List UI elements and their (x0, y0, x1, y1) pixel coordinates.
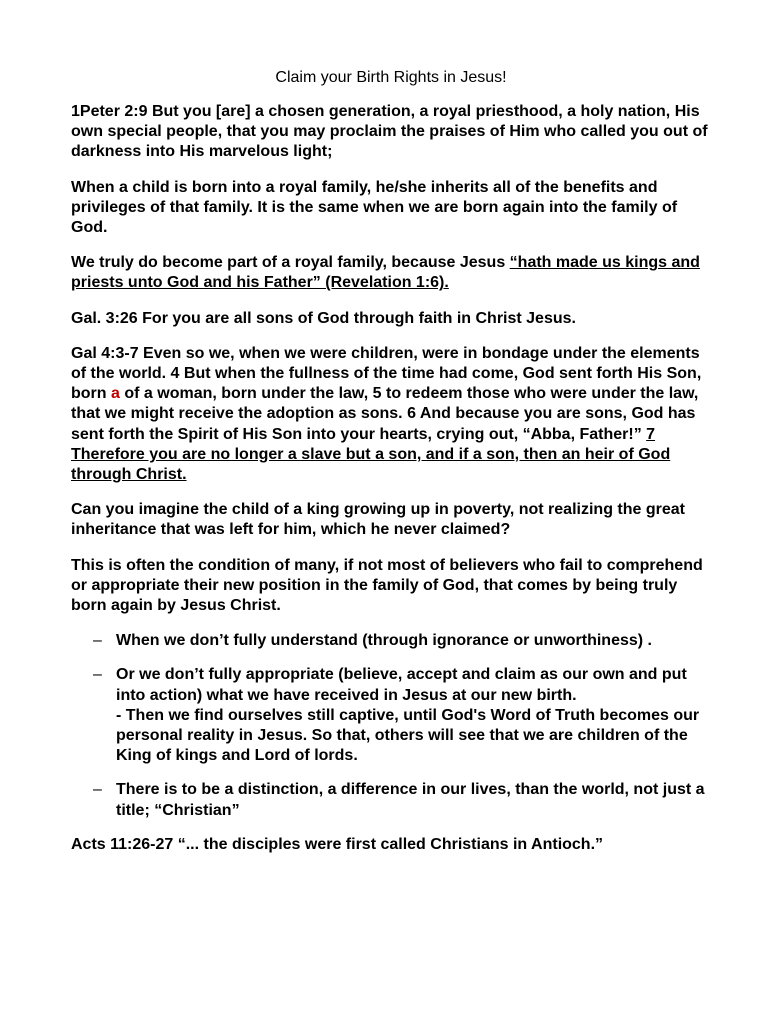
document-page (71, 68, 711, 870)
dash-bullet-icon: – (93, 781, 102, 799)
bullet-text-distinction: There is to be a distinction, a difference in our lives, than the world, not just a title; “Christian” (116, 781, 705, 819)
galatians-4-text-start: Gal 4:3-7 Even so we, when we were children, were in bondage under the elements of the world. 4 But when the fullness of the time had come, God sent forth His Son, born (71, 344, 702, 403)
paragraph-child-of-king: Can you imagine the child of a king growing up in poverty, not realizing the great inheritance that was left for him, which he never claimed? (71, 501, 685, 539)
revelation-quote: “hath made us kings and priests unto God and his Father” (Revelation 1:6). (71, 254, 700, 292)
paragraph-revelation (71, 253, 711, 293)
list-item (71, 665, 711, 766)
revelation-intro-text: We truly do become part of a royal family, because Jesus (71, 254, 510, 272)
bullet-list (71, 631, 711, 821)
document-title: Claim your Birth Rights in Jesus! (275, 69, 507, 86)
list-item (71, 780, 711, 820)
dash-bullet-icon: – (93, 666, 102, 684)
galatians-4-text-middle: of a woman, born under the law, 5 to redeem those who were under the law, that we might receive the adoption as sons. 6 And because you are sons, God has sent forth the Spirit of His Son into your hearts, crying out, “Abba, Father!” (71, 385, 699, 443)
bullet-text-understand: When we don’t fully understand (through ignorance or unworthiness) . (116, 632, 652, 650)
red-article-a: a (111, 385, 120, 403)
paragraph-acts: Acts 11:26-27 “... the disciples were first called Christians in Antioch.” (71, 835, 604, 853)
paragraph-galatians-4 (71, 344, 711, 485)
paragraph-1peter: 1Peter 2:9 But you [are] a chosen generation, a royal priesthood, a holy nation, His own special people, that you may proclaim the praises of Him who called you out of darkness into His marvelous light; (71, 103, 708, 161)
paragraph-royal-family: When a child is born into a royal family, he/she inherits all of the benefits and privileges of that family. It is the same when we are born again into the family of God. (71, 178, 678, 237)
bullet-text-appropriate: Or we don’t fully appropriate (believe, accept and claim as our own and put into action) what we have received in Jesus at our new birth. (116, 666, 687, 704)
paragraph-galatians-3: Gal. 3:26 For you are all sons of God through faith in Christ Jesus. (71, 309, 576, 327)
paragraph-condition: This is often the condition of many, if not most of believers who fail to comprehend or appropriate their new position in the family of God, that comes by being truly born again by Jesus Christ. (71, 556, 703, 615)
galatians-4-underlined-verse: 7 Therefore you are no longer a slave but a son, and if a son, then an heir of God through Christ. (71, 425, 671, 484)
list-item (71, 631, 711, 651)
dash-bullet-icon: – (93, 632, 102, 650)
bullet-subtext-captive: - Then we find ourselves still captive, until God's Word of Truth becomes our personal reality in Jesus. So that, others will see that we are children of the King of kings and Lord of lords. (116, 706, 700, 765)
